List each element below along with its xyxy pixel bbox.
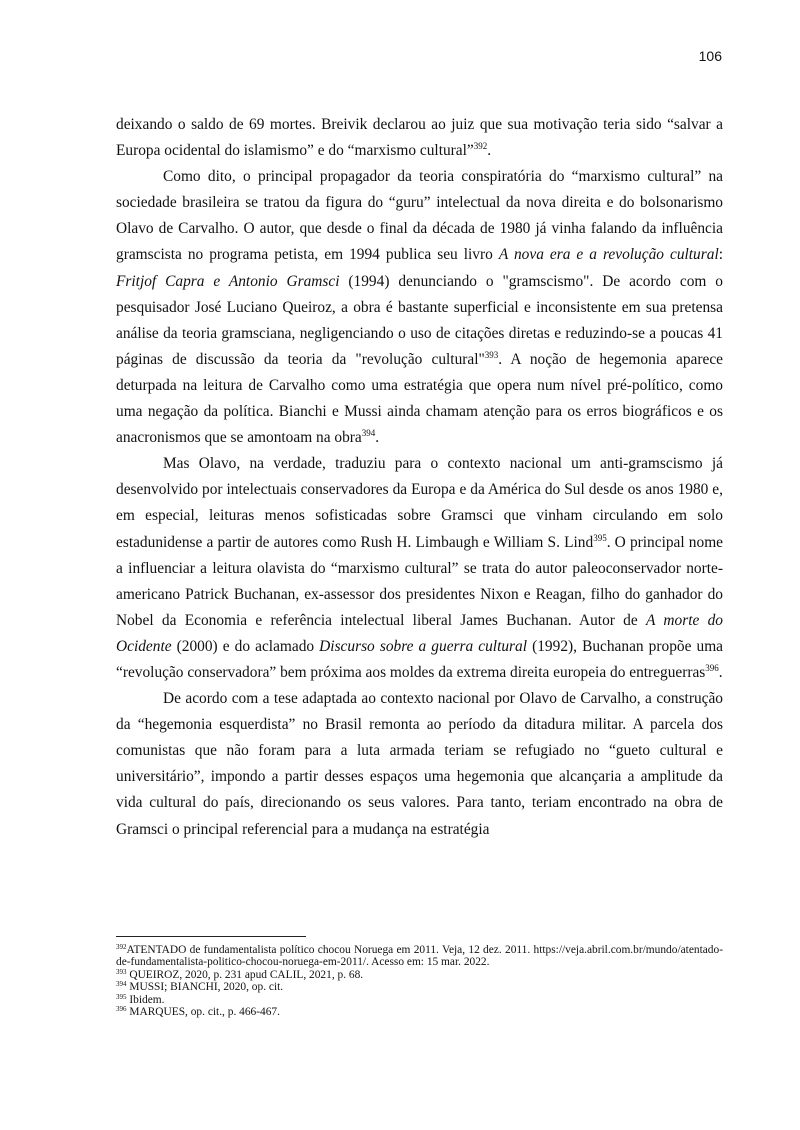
paragraph-1 <box>116 112 723 164</box>
footnote-ref: 393 <box>484 349 499 360</box>
footnote-number: 393 <box>116 967 127 976</box>
page-number: 106 <box>698 48 722 64</box>
text-segment: (1994) denunciando o "gramscismo". De acordo com o pesquisador José Luciano Queiroz, a obra é bastante superficial e inconsistente em sua pretensa análise da teoria gramsciana, negligenciando o uso de citações diretas e reduzindo-se a poucas 41 páginas de discussão da teoria da "revolução cultural" <box>116 272 723 368</box>
text-segment: . <box>487 142 492 160</box>
footnote-number: 392 <box>116 943 127 951</box>
footnote-text: QUEIROZ, 2020, p. 231 apud CALIL, 2021, p. 68. <box>126 968 364 981</box>
body-text <box>116 112 723 843</box>
text-segment: Mas Olavo, na verdade, traduziu para o contexto nacional um anti-gramscismo já desenvolvido por intelectuais conservadores da Europa e da América do Sul desde os anos 1980 e, em especial, leituras menos sofisticadas sobre Gramsci que vinham circulando em solo estadunidense a partir de autores como Rush H. Limbaugh e William S. Lind <box>116 455 723 551</box>
footnote-394 <box>116 981 723 993</box>
footnote-number: 396 <box>116 1005 127 1014</box>
italic-title: A nova era e a revolução cultural <box>498 246 719 264</box>
footnote-396 <box>116 1006 723 1018</box>
text-segment: Como dito, o principal propagador da teoria conspiratória do “marxismo cultural” na sociedade brasileira se tratou da figura do “guru” intelectual da nova direita e do bolsonarismo Olavo de Carvalho. O autor, que desde o final da década de 1980 já vinha falando da influência gramscista no programa petista, em 1994 publica seu livro <box>116 168 723 264</box>
text-segment: . <box>718 663 723 681</box>
text-segment: . A noção de hegemonia aparece deturpada na leitura de Carvalho como uma estratégia que opera num nível pré-político, como uma negação da política. Bianchi e Mussi ainda chamam atenção para os erros biográficos e os anacronismos que se amontoam na obra <box>116 350 723 447</box>
italic-title: A morte do Ocidente <box>116 611 723 655</box>
footnote-number: 395 <box>116 992 127 1001</box>
text-segment: : <box>718 246 723 264</box>
footnote-ref: 395 <box>593 532 607 543</box>
text-segment: (1992), Buchanan propõe uma “revolução conservadora” bem próxima aos moldes da extrema direita europeia do entreguerras <box>116 637 723 681</box>
footnote-separator <box>116 936 306 937</box>
footnote-ref: 392 <box>473 141 488 152</box>
footnote-text: MUSSI; BIANCHI, 2020, op. cit. <box>126 981 284 994</box>
text-segment: . <box>375 429 380 447</box>
footnote-ref: 396 <box>705 662 719 673</box>
paragraph-3 <box>116 451 723 686</box>
text-segment: De acordo com a tese adaptada ao contexto nacional por Olavo de Carvalho, a construção da “hegemonia esquerdista” no Brasil remonta ao período da ditadura militar. A parcela dos comunistas que não foram para a luta armada teriam se refugiado no “gueto cultural e universitário”, impondo a partir desses espaços uma hegemonia que alcançaria a amplitude da vida cultural do país, direcionando os seus valores. Para tanto, teriam encontrado na obra de Gramsci o principal referencial para a mudança na estratégia <box>116 690 723 838</box>
paragraph-2 <box>116 164 723 451</box>
paragraph-4 <box>116 686 723 843</box>
footnote-text: MARQUES, op. cit., p. 466-467. <box>126 1006 280 1019</box>
text-segment: (2000) e do aclamado <box>171 637 320 655</box>
footnote-number: 394 <box>116 980 127 989</box>
footnote-text: Ibidem. <box>126 993 165 1006</box>
text-segment: . O principal nome a influenciar a leitura olavista do “marxismo cultural” se trata do autor paleoconservador norte-americano Patrick Buchanan, ex-assessor dos presidentes Nixon e Reagan, filho do ganhador do Nobel da Economia e referência intelectual liberal James Buchanan. Autor de <box>116 533 723 629</box>
text-segment: deixando o saldo de 69 mortes. Breivik declarou ao juiz que sua motivação teria sido “salvar a Europa ocidental do islamismo” e do “marxismo cultural” <box>116 116 723 160</box>
italic-title: Discurso sobre a guerra cultural <box>319 637 528 655</box>
footnote-393 <box>116 969 723 981</box>
footnote-ref: 394 <box>361 428 376 439</box>
footnote-392 <box>116 944 723 969</box>
italic-title: Fritjof Capra e Antonio Gramsci <box>116 272 340 290</box>
footnote-395 <box>116 994 723 1006</box>
footnote-text: ATENTADO de fundamentalista político chocou Noruega em 2011. Veja, 12 dez. 2011. https://veja.abril.com.br/mundo/atentado-de-fundamentalista-politico-chocou-noruega-em-2011/. Acesso em: 15 mar. 2022. <box>116 944 723 969</box>
footnotes <box>116 944 723 1018</box>
